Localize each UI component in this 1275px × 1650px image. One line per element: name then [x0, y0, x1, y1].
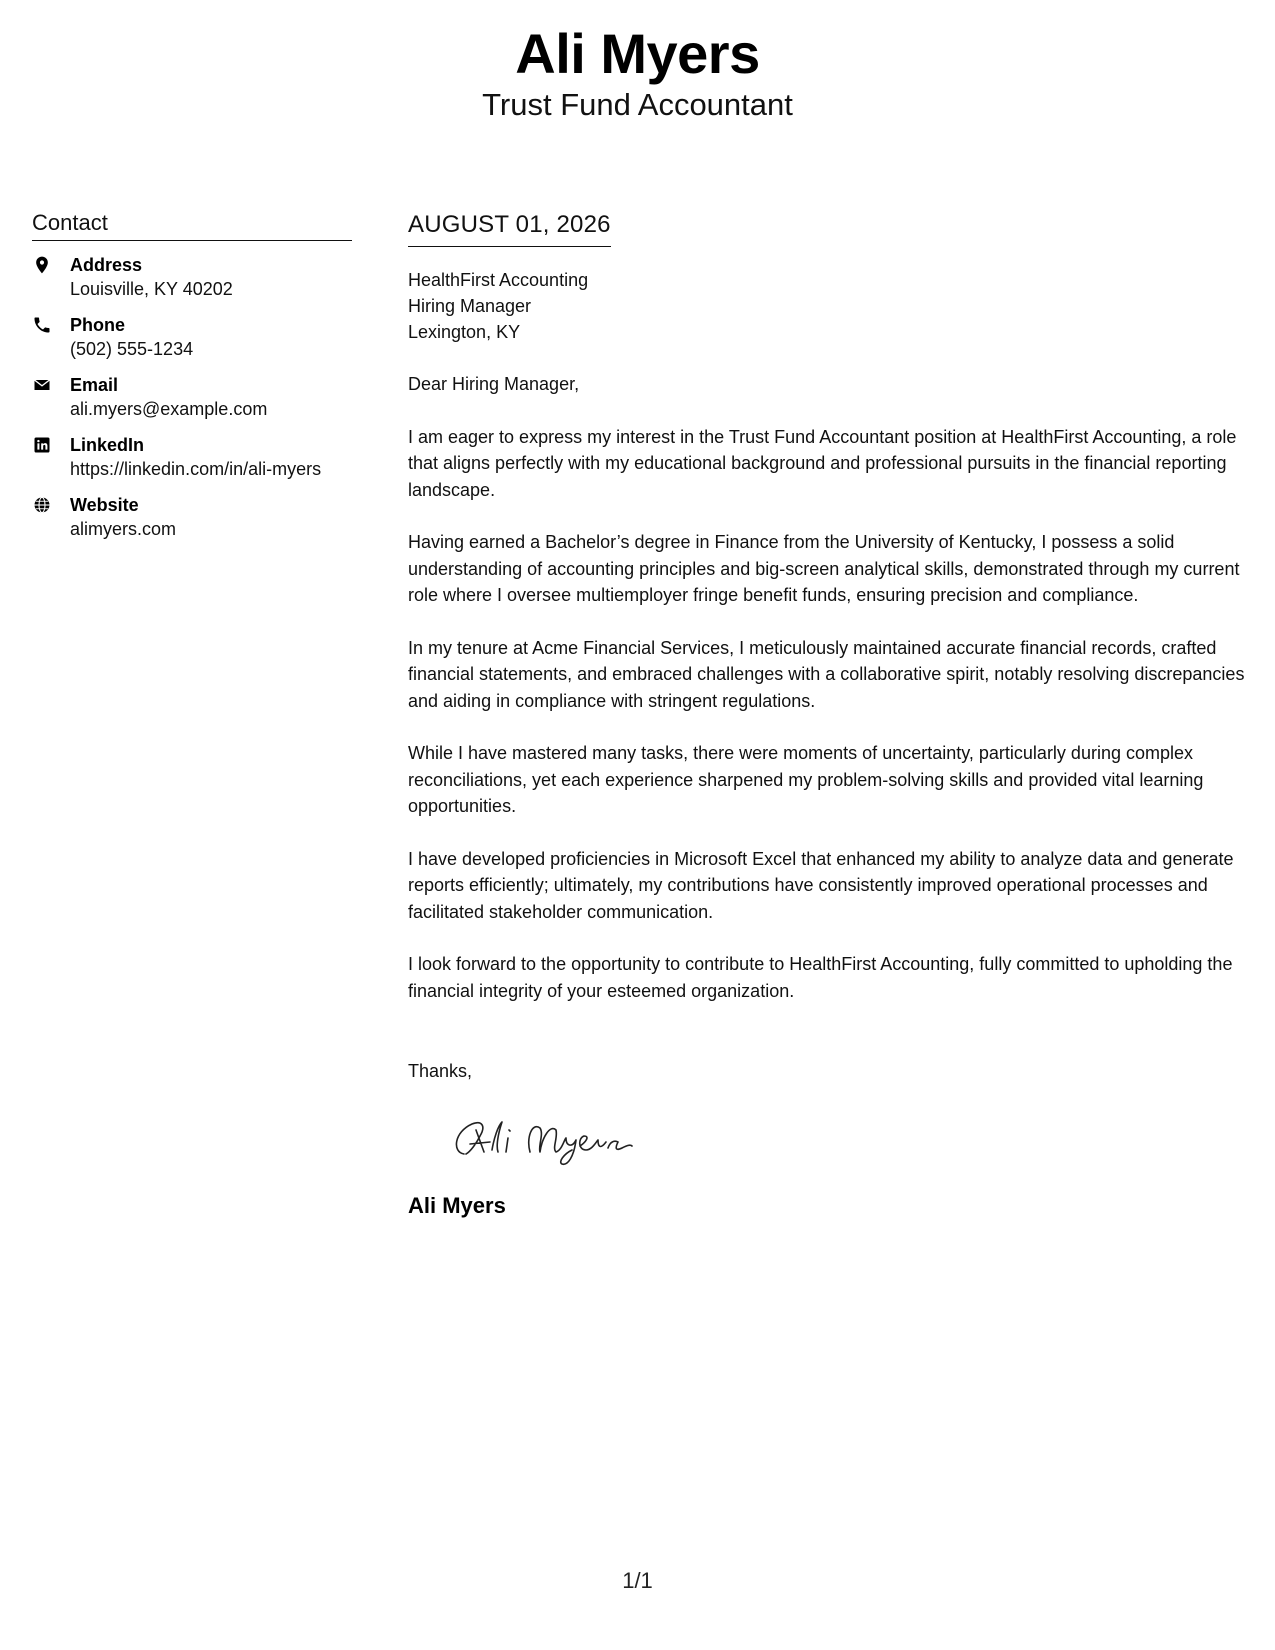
contact-label: Phone — [70, 315, 126, 335]
letter-body — [408, 210, 1248, 1220]
salutation: Dear Hiring Manager, — [408, 374, 580, 394]
contact-item-address — [32, 253, 352, 301]
page-number: 1/1 — [622, 1568, 653, 1593]
linkedin-link[interactable]: https://linkedin.com/in/ali-myers — [70, 459, 322, 479]
letter-date: AUGUST 01, 2026 — [408, 210, 611, 247]
website-link[interactable]: alimyers.com — [70, 519, 177, 539]
contact-label: LinkedIn — [70, 435, 145, 455]
phone-icon — [32, 313, 70, 361]
paragraph: I look forward to the opportunity to contribute to HealthFirst Accounting, fully committed to upholding the financial integrity of your esteemed organization. — [408, 954, 1233, 1001]
applicant-name: Ali Myers — [515, 22, 760, 85]
contact-item-email — [32, 373, 352, 421]
recipient-company: HealthFirst Accounting — [408, 270, 589, 290]
contact-label: Website — [70, 495, 139, 515]
globe-icon — [32, 493, 70, 541]
envelope-icon — [32, 373, 70, 421]
contact-label: Address — [70, 255, 143, 275]
resume-header — [0, 22, 1275, 124]
address-value: Louisville, KY 40202 — [70, 279, 233, 299]
map-pin-icon — [32, 253, 70, 301]
contact-label: Email — [70, 375, 119, 395]
paragraph: In my tenure at Acme Financial Services, I meticulously maintained accurate financial records, crafted financial statements, and embraced challenges with a collaborative spirit, notably resolving discrepancies and aiding in compliance with stringent regulations. — [408, 637, 1245, 711]
contact-item-phone — [32, 313, 352, 361]
contact-sidebar — [32, 210, 352, 541]
linkedin-icon — [32, 433, 70, 481]
contact-item-linkedin — [32, 433, 352, 481]
contact-heading: Contact — [32, 210, 352, 241]
paragraph: I am eager to express my interest in the Trust Fund Accountant position at HealthFirst Accounting, a role that aligns perfectly with my educational background and professional pursuits in the financial reporting landscape. — [408, 426, 1237, 500]
job-title: Trust Fund Accountant — [482, 87, 793, 122]
recipient-location: Lexington, KY — [408, 322, 521, 342]
paragraph: Having earned a Bachelor’s degree in Finance from the University of Kentucky, I possess a solid understanding of accounting principles and big-screen analytical skills, demonstrated through my current role where I oversee multiemployer fringe benefit funds, ensuring precision and compliance. — [408, 532, 1240, 605]
paragraph: I have developed proficiencies in Microsoft Excel that enhanced my ability to analyze data and generate reports efficiently; ultimately, my contributions have consistently improved operational processes and facilitated stakeholder communication. — [408, 848, 1234, 922]
signer-name: Ali Myers — [408, 1193, 506, 1218]
paragraph: While I have mastered many tasks, there were moments of uncertainty, particularly during complex reconciliations, yet each experience sharpened my problem-solving skills and provided vital learning opportunities. — [408, 743, 1204, 816]
handwritten-signature — [446, 1102, 1248, 1172]
email-link[interactable]: ali.myers@example.com — [70, 399, 268, 419]
contact-item-website — [32, 493, 352, 541]
recipient-title: Hiring Manager — [408, 296, 532, 316]
recipient-block — [408, 267, 1248, 345]
phone-value: (502) 555-1234 — [70, 339, 194, 359]
closing: Thanks, — [408, 1061, 473, 1081]
